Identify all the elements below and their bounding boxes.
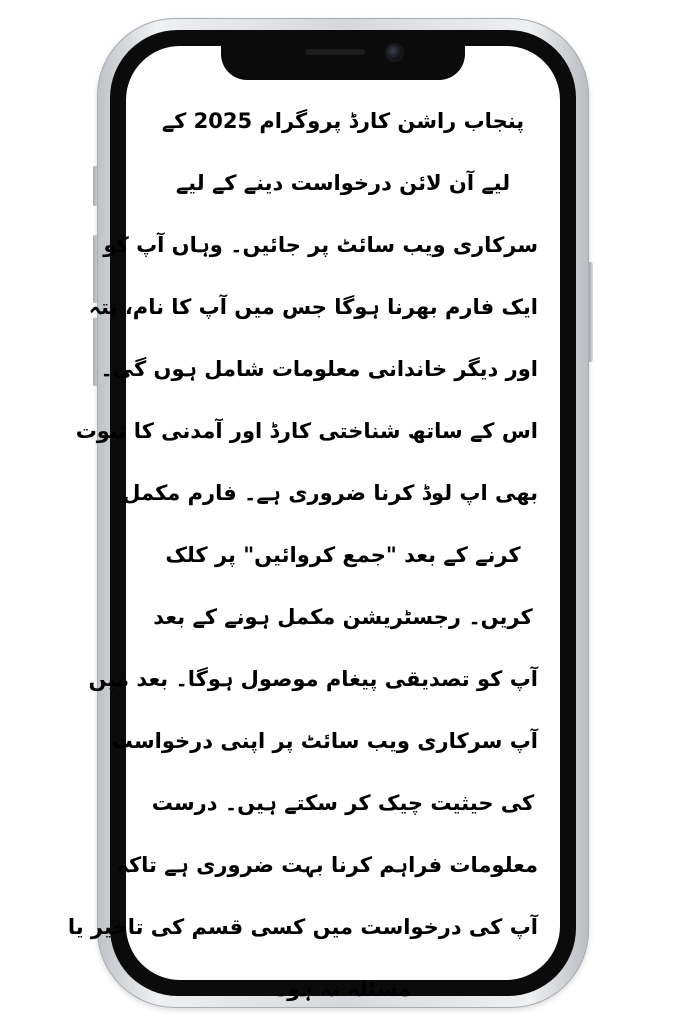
article-line: مسئلہ نہ ہو۔	[274, 977, 412, 1001]
front-camera-icon	[387, 45, 402, 60]
article-line: سرکاری ویب سائٹ پر جائیں۔ وہاں آپ کو	[103, 233, 538, 257]
article-line: کرنے کے بعد "جمع کروائیں" پر کلک	[165, 543, 521, 567]
article-line: معلومات فراہم کرنا بہت ضروری ہے تاکہ	[116, 853, 538, 877]
phone-notch	[221, 30, 465, 80]
article-line: کی حیثیت چیک کر سکتے ہیں۔ درست	[151, 791, 535, 815]
article-line: بھی اپ لوڈ کرنا ضروری ہے۔ فارم مکمل	[122, 481, 538, 505]
article-line: پنجاب راشن کارڈ پروگرام 2025 کے	[161, 109, 525, 133]
speaker-grille	[305, 49, 365, 55]
article-line: ایک فارم بھرنا ہوگا جس میں آپ کا نام، پتہ	[88, 295, 538, 319]
article-line: لیے آن لائن درخواست دینے کے لیے	[175, 171, 511, 195]
article-text	[67, 90, 538, 1001]
article-line: اور دیگر خاندانی معلومات شامل ہوں گی۔	[100, 357, 538, 381]
article-line: اس کے ساتھ شناختی کارڈ اور آمدنی کا ثبوت	[75, 419, 538, 443]
article-line: آپ سرکاری ویب سائٹ پر اپنی درخواست	[111, 729, 538, 753]
article-line: کریں۔ رجسٹریشن مکمل ہونے کے بعد	[153, 605, 533, 629]
article-line: آپ کو تصدیقی پیغام موصول ہوگا۔ بعد میں	[88, 667, 538, 691]
article-line: آپ کی درخواست میں کسی قسم کی تاخیر یا	[67, 915, 538, 939]
